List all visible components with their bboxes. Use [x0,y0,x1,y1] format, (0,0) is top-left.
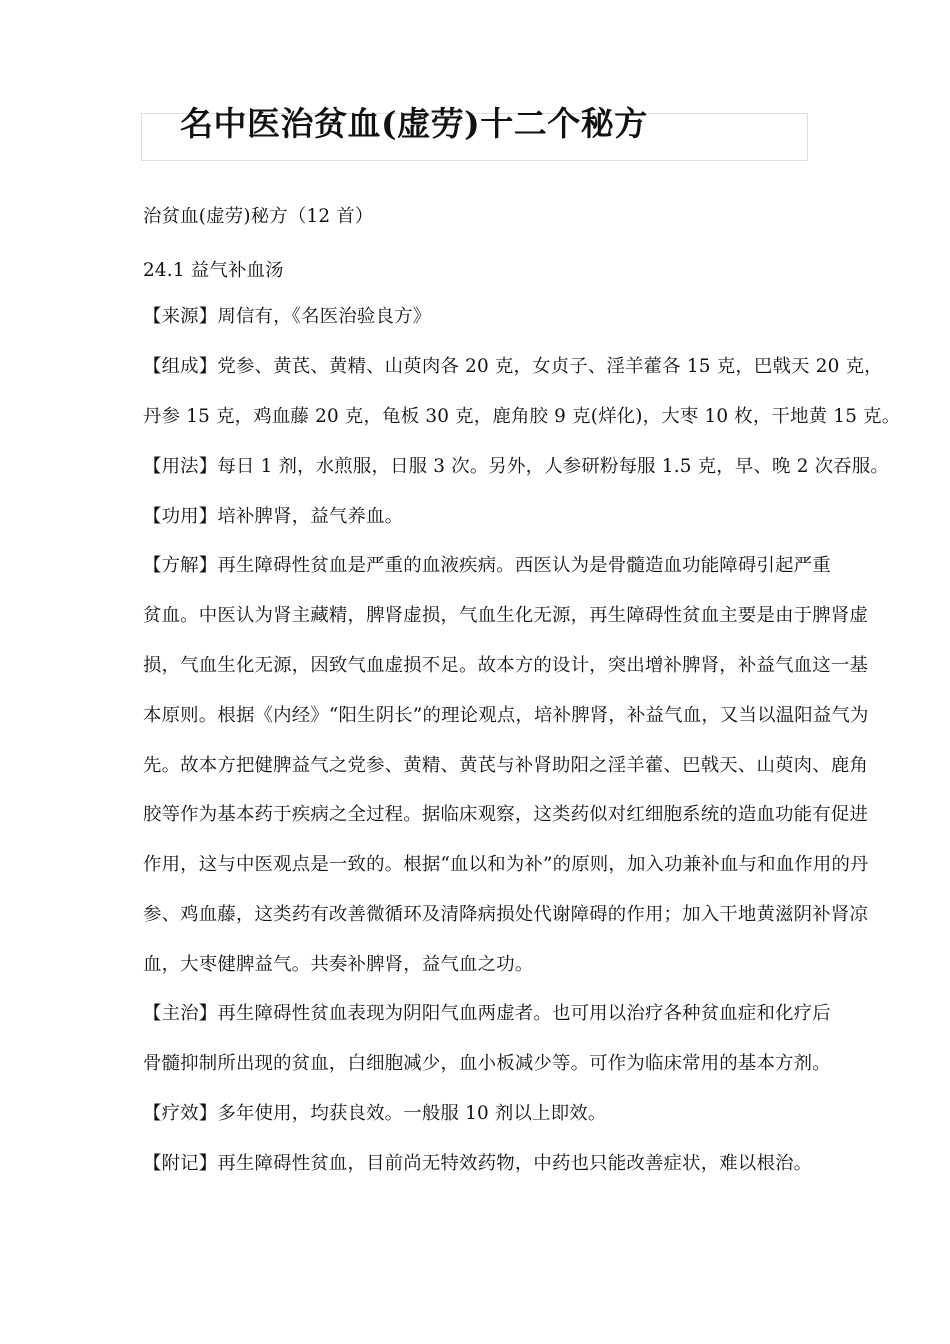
usage-line: 【用法】每日 1 剂，水煎服，日服 3 次。另外，人参研粉每服 1.5 克，早、晚 2 次吞服。 [143,456,889,477]
section-heading: 治贫血(虚劳)秘方（12 首） [143,206,374,227]
analysis-line-9: 血，大枣健脾益气。共奏补脾肾，益气血之功。 [143,954,534,975]
analysis-line-4: 本原则。根据《内经》“阳生阴长”的理论观点，培补脾肾，补益气血，又当以温阳益气为 [143,705,869,726]
source-line: 【来源】周信有，《名医治验良方》 [143,306,432,327]
composition-line-2: 丹参 15 克，鸡血藤 20 克，龟板 30 克，鹿角胶 9 克(烊化)，大枣 10 枚，干地黄 15 克。 [143,406,901,427]
note-line: 【附记】再生障碍性贫血，目前尚无特效药物，中药也只能改善症状，难以根治。 [143,1153,813,1174]
recipe-heading: 24.1 益气补血汤 [143,260,284,281]
function-line: 【功用】培补脾肾，益气养血。 [143,506,404,527]
analysis-line-2: 贫血。中医认为肾主藏精，脾肾虚损，气血生化无源，再生障碍性贫血主要是由于脾肾虚 [143,605,869,626]
indication-line-2: 骨髓抑制所出现的贫血，白细胞减少，血小板减少等。可作为临床常用的基本方剂。 [143,1053,831,1074]
document-title: 名中医治贫血(虚劳)十二个秘方 [180,104,648,143]
composition-line-1: 【组成】党参、黄芪、黄精、山萸肉各 20 克，女贞子、淫羊藿各 15 克，巴戟天 20 克， [143,356,883,377]
analysis-line-6: 胶等作为基本药于疾病之全过程。据临床观察，这类药似对红细胞系统的造血功能有促进 [143,804,869,825]
analysis-line-3: 损，气血生化无源，因致气血虚损不足。故本方的设计，突出增补脾肾，补益气血这一基 [143,655,869,676]
efficacy-line: 【疗效】多年使用，均获良效。一般服 10 剂以上即效。 [143,1103,607,1124]
indication-line-1: 【主治】再生障碍性贫血表现为阴阳气血两虚者。也可用以治疗各种贫血症和化疗后 [143,1003,831,1024]
analysis-line-8: 参、鸡血藤，这类药有改善微循环及清降病损处代谢障碍的作用；加入干地黄滋阴补肾凉 [143,904,869,925]
analysis-line-1: 【方解】再生障碍性贫血是严重的血液疾病。西医认为是骨髓造血功能障碍引起严重 [143,555,831,576]
analysis-line-5: 先。故本方把健脾益气之党参、黄精、黄芪与补肾助阳之淫羊藿、巴戟天、山萸肉、鹿角 [143,755,869,776]
analysis-line-7: 作用，这与中医观点是一致的。根据“血以和为补”的原则，加入功兼补血与和血作用的丹 [143,854,869,875]
